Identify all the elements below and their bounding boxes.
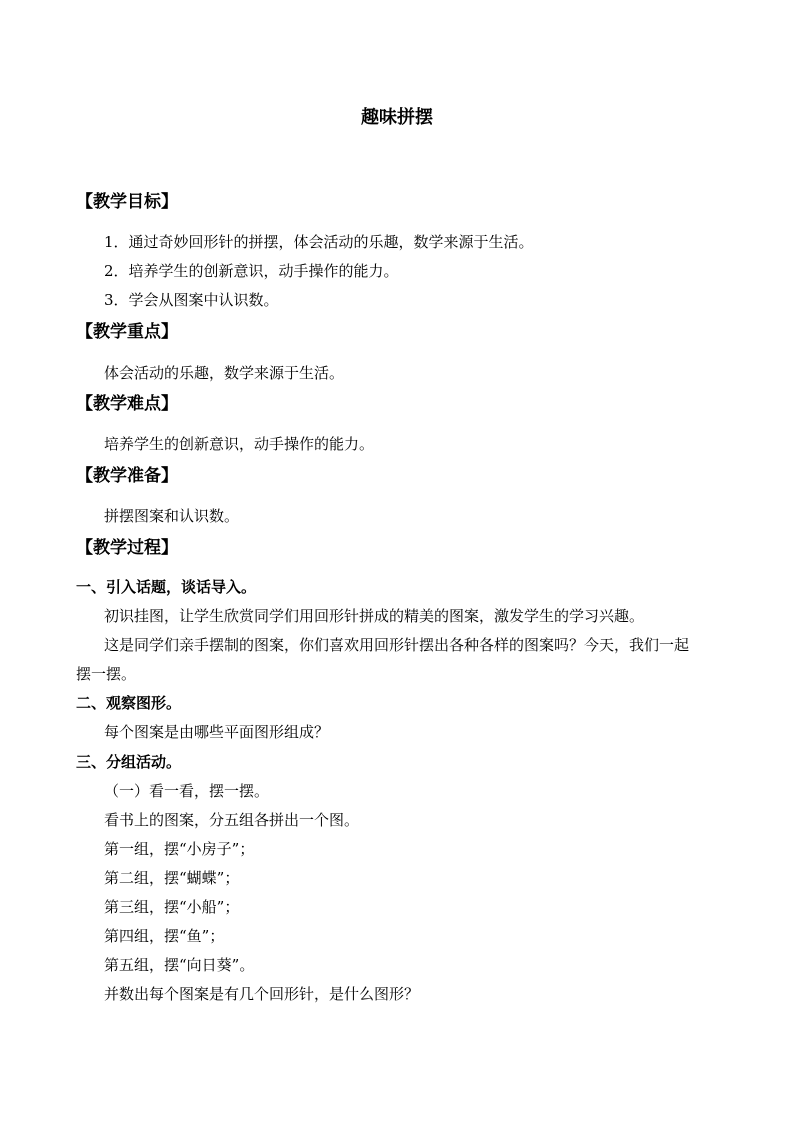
difficulties-text: 培养学生的创新意识，动手操作的能力。	[104, 435, 375, 453]
part1-paragraph-2-line-1: 这是同学们亲手摆制的图案，你们喜欢用回形针摆出各种各样的图案吗？今天，我们一起	[104, 636, 690, 654]
objective-item-2: 2．培养学生的创新意识，动手操作的能力。	[104, 262, 399, 280]
preparation-heading: 【教学准备】	[76, 466, 178, 486]
preparation-text: 拼摆图案和认识数。	[104, 507, 240, 525]
key-points-heading: 【教学重点】	[76, 322, 178, 342]
process-heading: 【教学过程】	[76, 538, 178, 558]
group-item-1: 第一组，摆“小房子”；	[104, 840, 255, 858]
objectives-heading: 【教学目标】	[76, 192, 178, 212]
key-points-text: 体会活动的乐趣，数学来源于生活。	[104, 364, 345, 382]
part1-heading: 一、引入话题，谈话导入。	[76, 578, 257, 596]
group-item-5: 第五组，摆“向日葵”。	[104, 956, 255, 974]
group-item-3: 第三组，摆“小船”；	[104, 898, 240, 916]
part3-paragraph-1: 看书上的图案，分五组各拼出一个图。	[104, 811, 360, 829]
part3-paragraph-2: 并数出每个图案是有几个回形针，是什么图形？	[104, 985, 420, 1003]
part2-heading: 二、观察图形。	[76, 694, 182, 712]
objective-item-3: 3．学会从图案中认识数。	[104, 291, 279, 309]
document-title: 趣味拼摆	[361, 107, 433, 128]
group-item-4: 第四组，摆“鱼”；	[104, 927, 225, 945]
difficulties-heading: 【教学难点】	[76, 394, 178, 414]
part1-paragraph-2-line-2: 摆一摆。	[76, 665, 137, 683]
group-item-2: 第二组，摆“蝴蝶”；	[104, 869, 240, 887]
part1-paragraph-1: 初识挂图，让学生欣赏同学们用回形针拼成的精美的图案，激发学生的学习兴趣。	[104, 607, 645, 625]
part3-heading: 三、分组活动。	[76, 753, 182, 771]
objective-item-1: 1．通过奇妙回形针的拼摆，体会活动的乐趣，数学来源于生活。	[104, 233, 534, 251]
part3-subheading-1: （一）看一看，摆一摆。	[104, 782, 270, 800]
part2-paragraph-1: 每个图案是由哪些平面图形组成？	[104, 723, 330, 741]
